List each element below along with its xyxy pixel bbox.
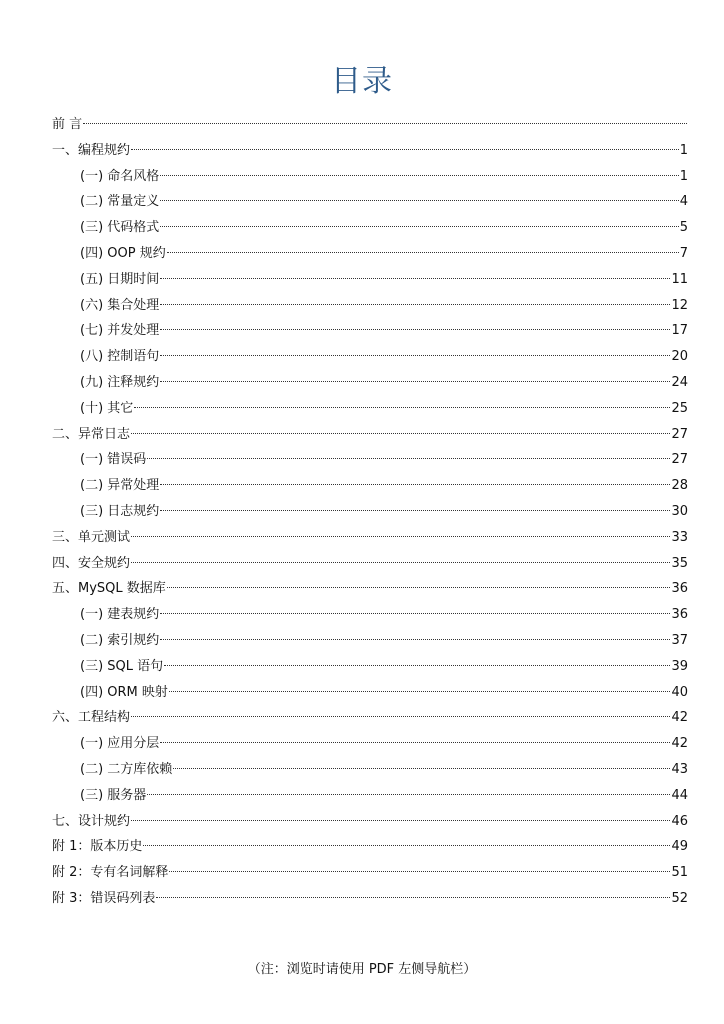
- toc-dot-leader: [131, 536, 670, 537]
- toc-entry-page-number: 20: [671, 349, 688, 365]
- toc-dot-leader: [160, 510, 670, 511]
- toc-entry-page-number: 52: [671, 890, 688, 906]
- toc-entry-page-number: 24: [671, 374, 688, 390]
- toc-entry[interactable]: [52, 757, 688, 783]
- toc-entry-title: (二) 常量定义: [80, 194, 160, 210]
- toc-entry[interactable]: [52, 705, 688, 731]
- toc-entry-title: (十) 其它: [80, 400, 134, 416]
- toc-entry-title: (九) 注释规约: [80, 374, 160, 390]
- toc-dot-leader: [160, 226, 678, 227]
- toc-entry[interactable]: [52, 783, 688, 809]
- toc-entry-title: 七、设计规约: [52, 813, 131, 829]
- toc-entry-title: 四、安全规约: [52, 555, 131, 571]
- toc-list: [52, 112, 688, 912]
- toc-entry-page-number: 42: [671, 710, 688, 726]
- toc-entry[interactable]: [52, 215, 688, 241]
- toc-entry-title: (三) SQL 语句: [80, 658, 164, 674]
- toc-entry-title: 附 2：专有名词解释: [52, 865, 169, 881]
- toc-entry[interactable]: [52, 551, 688, 577]
- toc-entry-page-number: 40: [671, 684, 688, 700]
- toc-entry[interactable]: [52, 860, 688, 886]
- toc-entry-page-number: 36: [671, 607, 688, 623]
- toc-dot-leader: [147, 458, 670, 459]
- toc-entry-page-number: 37: [671, 632, 688, 648]
- toc-dot-leader: [160, 175, 678, 176]
- toc-entry[interactable]: [52, 809, 688, 835]
- toc-dot-leader: [134, 407, 670, 408]
- toc-entry-title: 一、编程规约: [52, 142, 131, 158]
- toc-entry-title: (四) OOP 规约: [80, 245, 166, 261]
- toc-entry[interactable]: [52, 164, 688, 190]
- toc-entry-page-number: 1: [679, 142, 688, 158]
- toc-entry[interactable]: [52, 525, 688, 551]
- toc-entry[interactable]: [52, 370, 688, 396]
- toc-entry-page-number: 36: [671, 581, 688, 597]
- toc-dot-leader: [164, 665, 670, 666]
- toc-dot-leader: [143, 845, 670, 846]
- toc-entry[interactable]: [52, 731, 688, 757]
- toc-dot-leader: [131, 433, 670, 434]
- toc-entry-page-number: 27: [671, 452, 688, 468]
- toc-entry-page-number: 39: [671, 658, 688, 674]
- toc-entry[interactable]: [52, 447, 688, 473]
- toc-entry[interactable]: [52, 112, 688, 138]
- toc-dot-leader: [160, 329, 670, 330]
- toc-entry-page-number: 49: [671, 839, 688, 855]
- toc-dot-leader: [131, 716, 670, 717]
- toc-entry[interactable]: [52, 396, 688, 422]
- toc-entry[interactable]: [52, 318, 688, 344]
- toc-dot-leader: [169, 691, 671, 692]
- toc-entry-page-number: 27: [671, 426, 688, 442]
- toc-entry[interactable]: [52, 628, 688, 654]
- toc-entry-page-number: 35: [671, 555, 688, 571]
- toc-dot-leader: [173, 768, 670, 769]
- toc-entry-title: (四) ORM 映射: [80, 684, 168, 700]
- toc-dot-leader: [169, 871, 670, 872]
- toc-entry[interactable]: [52, 886, 688, 912]
- toc-entry-title: 二、异常日志: [52, 426, 131, 442]
- toc-entry-title: 六、工程结构: [52, 710, 131, 726]
- toc-entry-title: (一) 应用分层: [80, 736, 160, 752]
- toc-entry-title: (一) 建表规约: [80, 607, 160, 623]
- toc-entry[interactable]: [52, 834, 688, 860]
- toc-entry[interactable]: [52, 602, 688, 628]
- toc-entry[interactable]: [52, 473, 688, 499]
- toc-entry-title: 三、单元测试: [52, 529, 131, 545]
- toc-entry[interactable]: [52, 344, 688, 370]
- toc-entry[interactable]: [52, 576, 688, 602]
- toc-entry-title: 五、MySQL 数据库: [52, 581, 166, 597]
- toc-entry-title: (二) 二方库依赖: [80, 761, 173, 777]
- toc-entry-title: 前 言: [52, 117, 83, 132]
- toc-entry[interactable]: [52, 680, 688, 706]
- toc-entry[interactable]: [52, 422, 688, 448]
- toc-entry-title: (三) 日志规约: [80, 503, 160, 519]
- toc-entry-title: (八) 控制语句: [80, 349, 160, 365]
- toc-entry-page-number: 33: [671, 529, 688, 545]
- toc-dot-leader: [160, 278, 670, 279]
- toc-entry-title: 附 1：版本历史: [52, 839, 143, 855]
- toc-entry-page-number: 7: [679, 245, 688, 261]
- toc-entry-page-number: 44: [671, 787, 688, 803]
- toc-dot-leader: [160, 381, 670, 382]
- toc-entry-title: (三) 服务器: [80, 787, 147, 803]
- page-title: 目录: [331, 64, 393, 99]
- toc-entry-page-number: 30: [671, 503, 688, 519]
- toc-dot-leader: [83, 123, 687, 124]
- toc-entry[interactable]: [52, 138, 688, 164]
- toc-dot-leader: [160, 355, 670, 356]
- toc-entry[interactable]: [52, 241, 688, 267]
- toc-entry-page-number: 17: [671, 323, 688, 339]
- toc-entry-title: (一) 命名风格: [80, 168, 160, 184]
- footer-note: （注：浏览时请使用 PDF 左侧导航栏）: [247, 962, 477, 977]
- toc-entry-page-number: 25: [671, 400, 688, 416]
- toc-entry-title: (六) 集合处理: [80, 297, 160, 313]
- toc-dot-leader: [160, 742, 670, 743]
- toc-dot-leader: [160, 304, 670, 305]
- toc-entry-page-number: 51: [671, 865, 688, 881]
- toc-entry-page-number: 4: [679, 194, 688, 210]
- toc-dot-leader: [160, 484, 670, 485]
- toc-dot-leader: [160, 200, 678, 201]
- toc-entry-page-number: 5: [679, 220, 688, 236]
- toc-dot-leader: [160, 639, 670, 640]
- toc-entry-title: (二) 索引规约: [80, 632, 160, 648]
- toc-entry[interactable]: [52, 293, 688, 319]
- toc-entry[interactable]: [52, 499, 688, 525]
- toc-entry-title: (二) 异常处理: [80, 478, 160, 494]
- toc-entry-title: 附 3：错误码列表: [52, 890, 156, 906]
- toc-entry-title: (三) 代码格式: [80, 220, 160, 236]
- toc-entry-title: (五) 日期时间: [80, 271, 160, 287]
- toc-entry-page-number: 42: [671, 736, 688, 752]
- toc-dot-leader: [160, 613, 670, 614]
- toc-dot-leader: [147, 794, 670, 795]
- toc-entry-page-number: 46: [671, 813, 688, 829]
- toc-entry-title: (一) 错误码: [80, 452, 147, 468]
- toc-dot-leader: [156, 897, 670, 898]
- toc-entry[interactable]: [52, 189, 688, 215]
- toc-entry-page-number: 12: [671, 297, 688, 313]
- toc-dot-leader: [167, 587, 671, 588]
- toc-entry[interactable]: [52, 654, 688, 680]
- toc-dot-leader: [131, 149, 679, 150]
- toc-entry-page-number: 1: [679, 168, 688, 184]
- toc-entry-page-number: 28: [671, 478, 688, 494]
- toc-entry-page-number: 11: [671, 271, 688, 287]
- toc-entry-page-number: 43: [671, 761, 688, 777]
- toc-entry-title: (七) 并发处理: [80, 323, 160, 339]
- toc-dot-leader: [167, 252, 679, 253]
- toc-entry[interactable]: [52, 267, 688, 293]
- toc-dot-leader: [131, 562, 670, 563]
- toc-dot-leader: [131, 820, 670, 821]
